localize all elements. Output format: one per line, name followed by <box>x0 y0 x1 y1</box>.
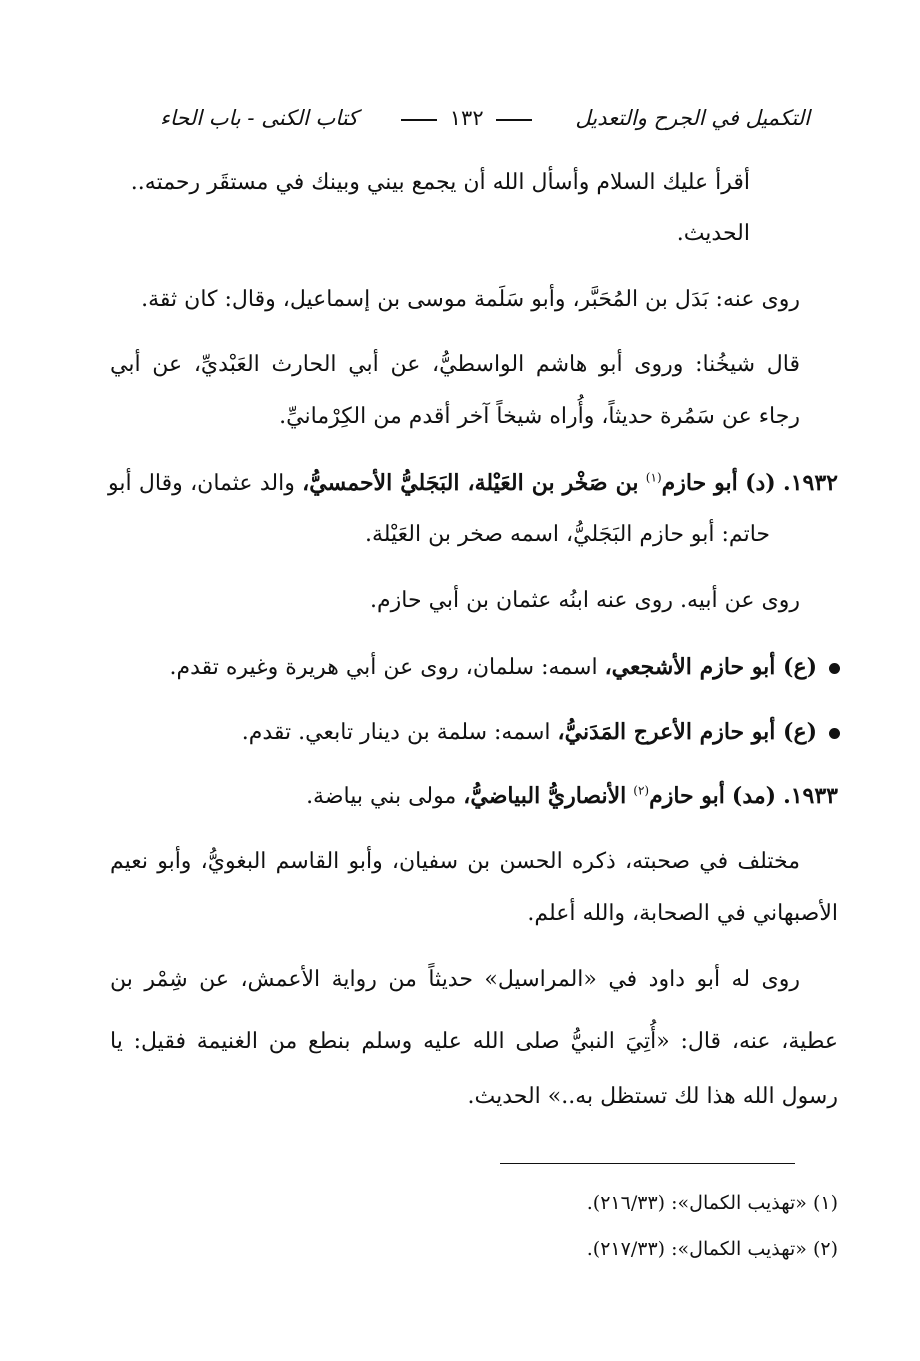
header-dash-right <box>496 119 532 121</box>
body-line-1: أقرأ عليك السلام وأسأل الله أن يجمع بيني وبينك في مستقَر رحمته.. <box>130 170 750 195</box>
body-line-12: مختلف في صحبته، ذكره الحسن بن سفيان، وأبو القاسم البغويُّ، وأبو نعيم <box>110 849 800 874</box>
entry-1932-name: أبو حازم <box>661 470 738 496</box>
entry-1932-number: ١٩٣٢. <box>783 470 838 496</box>
footnote-separator <box>500 1163 795 1164</box>
body-line-3: روى عنه: بَدَل بن المُحَبَّر، وأبو سَلَمة موسى بن إسماعيل، وقال: كان ثقة. <box>141 287 800 312</box>
header-dash-left <box>401 119 437 121</box>
footnote-1: (١) «تهذيب الكمال»: (٢١٦/٣٣). <box>586 1192 838 1214</box>
body-line-13: الأصبهاني في الصحابة، والله أعلم. <box>527 901 838 926</box>
entry-1932-lineage: بن صَخْر بن العَيْلة، البَجَليُّ الأحمسيُّ، <box>302 470 639 496</box>
bullet-entry-ashjai <box>169 647 840 687</box>
header-book-title: التكميل في الجرح والتعديل <box>575 106 810 130</box>
footnote-ref-2: (٢) <box>633 783 650 798</box>
bullet-dot <box>829 728 840 739</box>
body-line-15: عطية، عنه، قال: «أُتِيَ النبيُّ صلى الله عليه وسلم بنطع من الغنيمة فقيل: يا <box>110 1029 838 1054</box>
bullet-2-bold: (ع) أبو حازم الأعرج المَدَنيُّ، <box>557 719 817 745</box>
body-line-4: قال شيخُنا: وروى أبو هاشم الواسطيُّ، عن أبي الحارث العَبْديِّ، عن أبي <box>110 352 800 377</box>
body-line-5: رجاء عن سَمُرة حديثاً، وأُراه شيخاً آخر أقدم من الكِرْمانيِّ. <box>279 404 800 429</box>
bullet-1-rest: اسمه: سلمان، روى عن أبي هريرة وغيره تقدم. <box>169 655 598 680</box>
body-line-8: روى عن أبيه. روى عنه ابنُه عثمان بن أبي حازم. <box>370 588 800 613</box>
header-center <box>395 106 538 130</box>
entry-1933-code: (مد) <box>731 783 777 809</box>
entry-1932-heading <box>108 463 838 503</box>
footnote-ref-1: (١) <box>645 470 662 485</box>
entry-1932-code: (د) <box>745 470 776 496</box>
bullet-2-rest: اسمه: سلمة بن دينار تابعي. تقدم. <box>241 720 551 745</box>
entry-1933-heading <box>306 776 838 816</box>
entry-1932-rest: والد عثمان، وقال أبو <box>108 471 295 496</box>
bullet-1-bold: (ع) أبو حازم الأشجعي، <box>604 654 817 680</box>
body-line-7: حاتم: أبو حازم البَجَليُّ، اسمه صخر بن العَيْلة. <box>364 522 770 547</box>
entry-1933-nisba: الأنصاريُّ البياضيُّ، <box>463 783 627 809</box>
entry-1933-rest: مولى بني بياضة. <box>306 784 457 809</box>
header-section: كتاب الكنى - باب الحاء <box>160 106 359 130</box>
page-number: ١٣٢ <box>449 106 484 130</box>
body-line-2: الحديث. <box>676 221 750 246</box>
bullet-entry-araj <box>242 712 840 752</box>
entry-1933-number: ١٩٣٣. <box>783 783 838 809</box>
running-header <box>160 98 810 138</box>
body-line-14: روى له أبو داود في «المراسيل» حديثاً من رواية الأعمش، عن شِمْر بن <box>110 967 800 992</box>
body-line-16: رسول الله هذا لك تستظل به..» الحديث. <box>467 1084 838 1109</box>
footnote-2: (٢) «تهذيب الكمال»: (٢١٧/٣٣). <box>586 1238 838 1260</box>
entry-1933-name: أبو حازم <box>649 783 725 809</box>
bullet-dot <box>829 663 840 674</box>
